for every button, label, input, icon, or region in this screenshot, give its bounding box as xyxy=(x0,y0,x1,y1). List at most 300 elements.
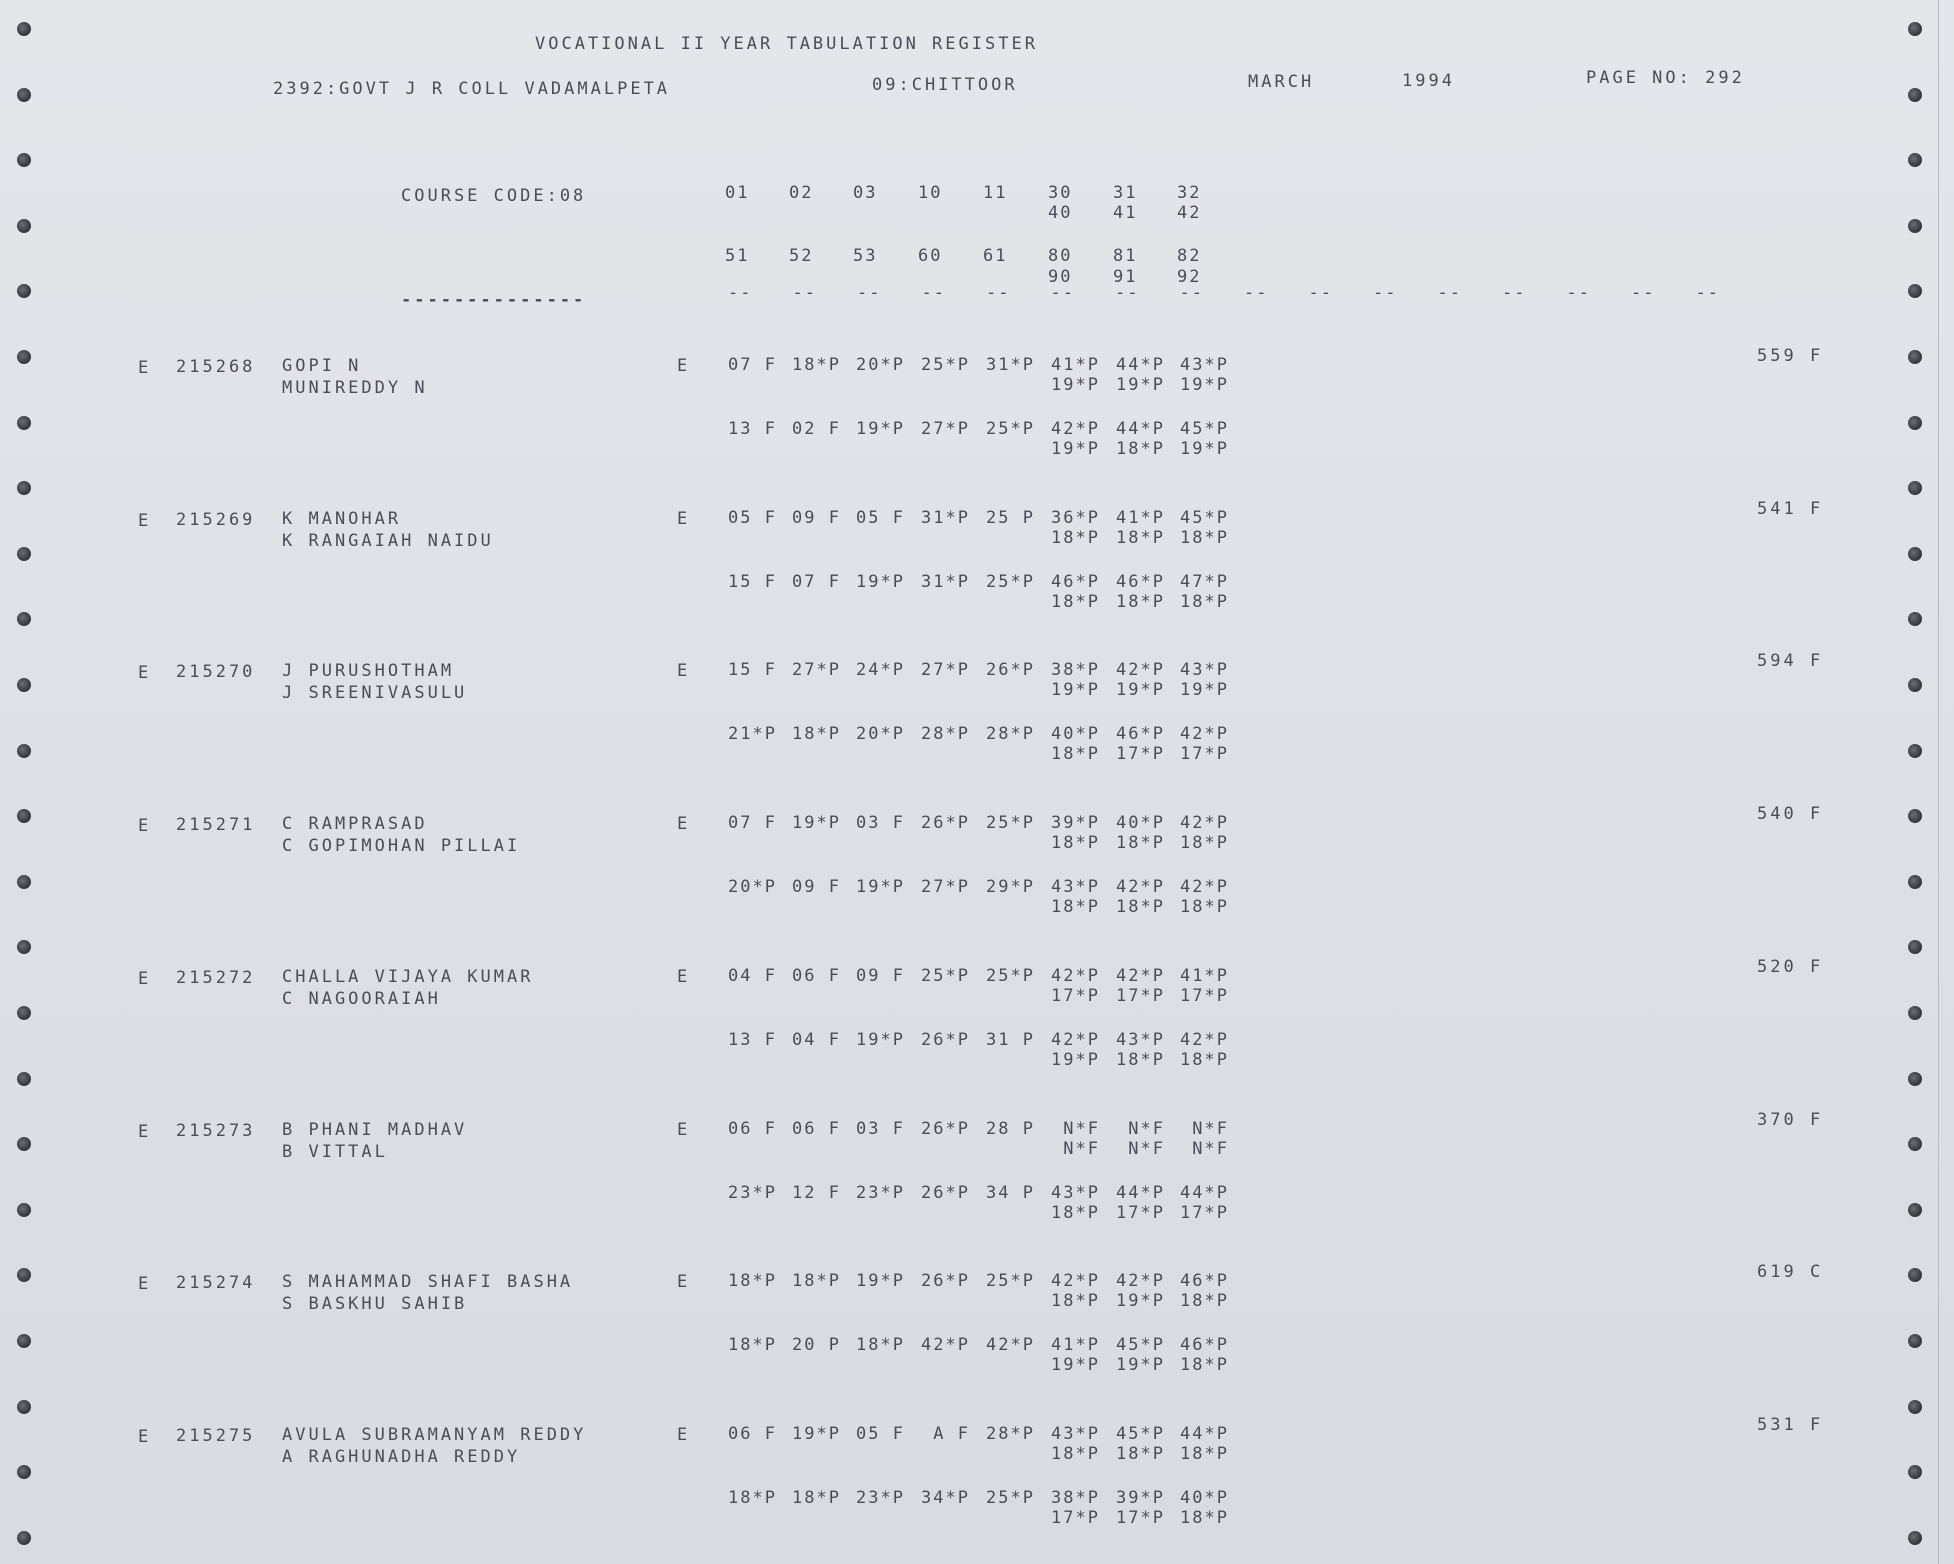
total-marks: 559 xyxy=(1757,346,1797,366)
subject-mark: 18*P xyxy=(1180,1443,1229,1464)
subject-code: 41 xyxy=(1113,203,1138,223)
subject-mark: 05 F xyxy=(856,1423,905,1444)
feed-hole xyxy=(17,1072,31,1086)
subject-mark: 20*P xyxy=(856,724,905,745)
subject-mark: 19*P xyxy=(856,571,905,592)
student-name: J PURUSHOTHAM xyxy=(282,661,455,682)
subject-code: 91 xyxy=(1113,267,1138,287)
subject-mark: 28 P xyxy=(986,1118,1035,1139)
subject-mark: 19*P xyxy=(1180,680,1229,701)
subject-mark: 18*P xyxy=(1180,897,1229,918)
subject-mark: N*F xyxy=(1128,1118,1165,1139)
column-separator-dash: -- xyxy=(792,283,817,303)
subject-mark: 06 F xyxy=(728,1423,777,1444)
subject-mark: 05 F xyxy=(728,507,777,528)
student-name: CHALLA VIJAYA KUMAR xyxy=(282,966,534,987)
feed-hole xyxy=(1908,284,1922,298)
subject-mark: 28*P xyxy=(986,1423,1035,1444)
subject-code: 61 xyxy=(983,246,1008,266)
feed-hole xyxy=(1908,219,1922,233)
subject-mark: 26*P xyxy=(921,813,970,834)
medium-code: E xyxy=(677,508,691,529)
subject-mark: 34 P xyxy=(986,1182,1035,1203)
result-code: F xyxy=(1810,1109,1824,1130)
subject-mark: 44*P xyxy=(1180,1423,1229,1444)
subject-mark: 42*P xyxy=(1180,813,1229,834)
subject-code: 90 xyxy=(1048,267,1073,287)
subject-mark: 43*P xyxy=(1180,355,1229,375)
feed-hole xyxy=(1908,1006,1922,1020)
subject-mark: 06 F xyxy=(792,965,841,986)
feed-hole xyxy=(1908,809,1922,823)
subject-code: 92 xyxy=(1177,267,1202,287)
feed-hole xyxy=(17,22,31,36)
subject-mark: 07 F xyxy=(728,355,777,375)
column-separator-dash: -- xyxy=(1631,283,1656,303)
feed-hole xyxy=(17,1400,31,1414)
subject-mark: 19*P xyxy=(1051,1355,1100,1376)
feed-hole xyxy=(1908,1400,1922,1414)
subject-mark: 25*P xyxy=(986,1271,1035,1292)
result-code: F xyxy=(1810,804,1824,825)
subject-mark: 38*P xyxy=(1051,1487,1100,1508)
column-separator-dash: -- xyxy=(857,283,882,303)
subject-mark: 40*P xyxy=(1180,1487,1229,1508)
subject-mark: 18*P xyxy=(792,724,841,745)
subject-mark: 45*P xyxy=(1116,1335,1165,1356)
feed-hole xyxy=(1908,1137,1922,1151)
feed-hole xyxy=(17,153,31,167)
subject-mark: 18*P xyxy=(728,1487,777,1508)
feed-hole xyxy=(1908,416,1922,430)
parent-name: C GOPIMOHAN PILLAI xyxy=(282,836,521,857)
feed-hole xyxy=(17,940,31,954)
subject-mark: 46*P xyxy=(1180,1271,1229,1292)
course-code: COURSE CODE:08 xyxy=(401,186,587,206)
subject-mark: 12 F xyxy=(792,1182,841,1203)
subject-mark: 18*P xyxy=(792,355,841,375)
subject-code: 52 xyxy=(789,246,814,266)
column-separator-dash: -- xyxy=(1695,283,1720,303)
subject-mark: N*F xyxy=(1063,1138,1100,1159)
subject-mark: 40*P xyxy=(1116,813,1165,834)
subject-mark: 25*P xyxy=(986,571,1035,592)
subject-mark: 18*P xyxy=(1180,1049,1229,1070)
subject-mark: 41*P xyxy=(1116,507,1165,528)
subject-mark: 39*P xyxy=(1051,813,1100,834)
subject-mark: 19*P xyxy=(1116,1355,1165,1376)
subject-code: 53 xyxy=(853,246,878,266)
subject-mark: 18*P xyxy=(1051,897,1100,918)
exam-month: MARCH xyxy=(1248,72,1315,92)
subject-mark: 28*P xyxy=(921,724,970,745)
medium-code: E xyxy=(677,661,691,682)
subject-mark: 04 F xyxy=(792,1029,841,1050)
subject-mark: 43*P xyxy=(1051,877,1100,898)
parent-name: MUNIREDDY N xyxy=(282,378,428,398)
subject-mark: 06 F xyxy=(728,1118,777,1139)
result-code: F xyxy=(1810,346,1824,366)
column-separator-dash: -- xyxy=(921,283,946,303)
feed-hole xyxy=(1908,875,1922,889)
total-marks: 541 xyxy=(1757,498,1797,519)
subject-code: 02 xyxy=(789,183,814,203)
subject-mark: 44*P xyxy=(1116,1182,1165,1203)
parent-name: A RAGHUNADHA REDDY xyxy=(282,1446,521,1467)
subject-mark: 04 F xyxy=(728,965,777,986)
subject-mark: 39*P xyxy=(1116,1487,1165,1508)
subject-code: 80 xyxy=(1048,246,1073,266)
roll-number: 215273 xyxy=(176,1120,256,1141)
subject-mark: 18*P xyxy=(1051,833,1100,854)
subject-mark: 42*P xyxy=(1180,877,1229,898)
column-separator-dash: -- xyxy=(728,283,753,303)
subject-code: 81 xyxy=(1113,246,1138,266)
course-underline: -------------- xyxy=(401,290,587,310)
feed-hole xyxy=(17,547,31,561)
result-code: F xyxy=(1810,956,1824,977)
column-separator-dash: -- xyxy=(1244,283,1269,303)
subject-code: 82 xyxy=(1177,246,1202,266)
subject-mark: 19*P xyxy=(1051,439,1100,459)
subject-mark: 18*P xyxy=(1180,591,1229,612)
parent-name: J SREENIVASULU xyxy=(282,683,468,704)
subject-mark: 19*P xyxy=(856,1029,905,1050)
subject-mark: 17*P xyxy=(1180,985,1229,1006)
subject-mark: 38*P xyxy=(1051,660,1100,681)
entry-flag: E xyxy=(138,968,152,989)
subject-mark: 18*P xyxy=(1180,1355,1229,1376)
feed-hole xyxy=(1908,1465,1922,1479)
subject-mark: 18*P xyxy=(1116,527,1165,548)
subject-mark: 43*P xyxy=(1180,660,1229,681)
subject-mark: 03 F xyxy=(856,813,905,834)
feed-hole xyxy=(17,1137,31,1151)
roll-number: 215268 xyxy=(176,357,256,377)
subject-mark: 42*P xyxy=(1180,724,1229,745)
subject-mark: 17*P xyxy=(1180,744,1229,765)
subject-mark: 47*P xyxy=(1180,571,1229,592)
subject-mark: 46*P xyxy=(1116,571,1165,592)
subject-mark: 18*P xyxy=(1116,591,1165,612)
column-separator-dash: -- xyxy=(1502,283,1527,303)
subject-mark: 19*P xyxy=(856,1271,905,1292)
entry-flag: E xyxy=(138,1121,152,1142)
subject-mark: 18*P xyxy=(1180,527,1229,548)
column-separator-dash: -- xyxy=(1373,283,1398,303)
medium-code: E xyxy=(677,1272,691,1293)
subject-mark: 25*P xyxy=(986,965,1035,986)
subject-mark: 45*P xyxy=(1116,1423,1165,1444)
subject-mark: 03 F xyxy=(856,1118,905,1139)
feed-hole xyxy=(17,481,31,495)
register-title: VOCATIONAL II YEAR TABULATION REGISTER xyxy=(535,34,1038,54)
subject-mark: 42*P xyxy=(1116,1271,1165,1292)
subject-mark: 07 F xyxy=(792,571,841,592)
result-code: C xyxy=(1810,1262,1824,1283)
subject-mark: 20*P xyxy=(856,355,905,375)
subject-mark: 46*P xyxy=(1116,724,1165,745)
subject-mark: 31 P xyxy=(986,1029,1035,1050)
subject-mark: 19*P xyxy=(1180,375,1229,395)
feed-hole xyxy=(1908,350,1922,364)
subject-mark: 42*P xyxy=(1051,419,1100,439)
feed-hole xyxy=(1908,1203,1922,1217)
feed-hole xyxy=(17,678,31,692)
subject-mark: 42*P xyxy=(986,1335,1035,1356)
subject-mark: 18*P xyxy=(1180,833,1229,854)
subject-mark: 25*P xyxy=(986,813,1035,834)
subject-mark: 31*P xyxy=(921,507,970,528)
subject-mark: 09 F xyxy=(792,877,841,898)
subject-mark: 42*P xyxy=(1180,1029,1229,1050)
subject-mark: 42*P xyxy=(1116,660,1165,681)
subject-mark: 23*P xyxy=(856,1182,905,1203)
subject-mark: 43*P xyxy=(1051,1182,1100,1203)
feed-hole xyxy=(17,875,31,889)
subject-mark: 19*P xyxy=(792,813,841,834)
subject-mark: 18*P xyxy=(1116,897,1165,918)
total-marks: 619 xyxy=(1757,1262,1797,1283)
feed-hole xyxy=(1908,1072,1922,1086)
subject-mark: A F xyxy=(933,1423,970,1444)
feed-hole xyxy=(17,416,31,430)
subject-mark: 18*P xyxy=(1180,1507,1229,1528)
feed-hole xyxy=(17,1334,31,1348)
medium-code: E xyxy=(677,814,691,835)
subject-mark: 15 F xyxy=(728,660,777,681)
subject-mark: 26*P xyxy=(921,1029,970,1050)
total-marks: 370 xyxy=(1757,1109,1797,1130)
feed-hole xyxy=(17,88,31,102)
total-marks: 520 xyxy=(1757,956,1797,977)
column-separator-dash: -- xyxy=(1115,283,1140,303)
subject-mark: 42*P xyxy=(921,1335,970,1356)
subject-mark: 25*P xyxy=(986,1487,1035,1508)
subject-mark: 19*P xyxy=(1051,680,1100,701)
subject-mark: 26*P xyxy=(921,1271,970,1292)
feed-hole xyxy=(1908,1334,1922,1348)
feed-hole xyxy=(1908,22,1922,36)
subject-mark: 29*P xyxy=(986,877,1035,898)
feed-hole xyxy=(17,612,31,626)
roll-number: 215269 xyxy=(176,509,256,530)
subject-mark: 18*P xyxy=(1051,1202,1100,1223)
entry-flag: E xyxy=(138,510,152,531)
subject-mark: 07 F xyxy=(728,813,777,834)
subject-mark: 46*P xyxy=(1180,1335,1229,1356)
subject-mark: N*F xyxy=(1063,1118,1100,1139)
subject-mark: 28*P xyxy=(986,724,1035,745)
subject-mark: 18*P xyxy=(1051,1291,1100,1312)
column-separator-dash: -- xyxy=(1437,283,1462,303)
student-name: S MAHAMMAD SHAFI BASHA xyxy=(282,1272,574,1293)
subject-code: 03 xyxy=(853,183,878,203)
medium-code: E xyxy=(677,1119,691,1140)
subject-mark: 19*P xyxy=(1180,439,1229,459)
feed-hole xyxy=(17,1531,31,1545)
roll-number: 215274 xyxy=(176,1273,256,1294)
result-code: F xyxy=(1810,651,1824,672)
feed-hole xyxy=(1908,940,1922,954)
subject-mark: 45*P xyxy=(1180,419,1229,439)
subject-mark: 17*P xyxy=(1116,985,1165,1006)
subject-mark: 20*P xyxy=(728,877,777,898)
column-separator-dash: -- xyxy=(1179,283,1204,303)
subject-mark: 41*P xyxy=(1051,355,1100,375)
subject-mark: 42*P xyxy=(1051,965,1100,986)
parent-name: S BASKHU SAHIB xyxy=(282,1294,468,1315)
subject-mark: 15 F xyxy=(728,571,777,592)
subject-mark: 13 F xyxy=(728,1029,777,1050)
subject-mark: 44*P xyxy=(1116,355,1165,375)
district-name: 09:CHITTOOR xyxy=(872,75,1018,95)
roll-number: 215272 xyxy=(176,967,256,988)
medium-code: E xyxy=(677,1424,691,1445)
subject-mark: 25*P xyxy=(921,355,970,375)
subject-mark: 23*P xyxy=(728,1182,777,1203)
exam-year: 1994 xyxy=(1402,71,1455,91)
subject-mark: 17*P xyxy=(1116,1202,1165,1223)
subject-code: 01 xyxy=(725,183,750,203)
subject-mark: 43*P xyxy=(1116,1029,1165,1050)
subject-mark: 19*P xyxy=(1116,375,1165,395)
subject-mark: 43*P xyxy=(1051,1423,1100,1444)
subject-mark: 19*P xyxy=(1051,375,1100,395)
subject-mark: 40*P xyxy=(1051,724,1100,745)
subject-mark: 18*P xyxy=(1116,833,1165,854)
feed-hole xyxy=(17,1203,31,1217)
feed-hole xyxy=(1908,153,1922,167)
subject-mark: 26*P xyxy=(986,660,1035,681)
student-name: K MANOHAR xyxy=(282,508,402,529)
subject-mark: 18*P xyxy=(856,1335,905,1356)
feed-hole xyxy=(1908,1268,1922,1282)
subject-mark: 18*P xyxy=(792,1487,841,1508)
subject-mark: 19*P xyxy=(1116,680,1165,701)
column-separator-dash: -- xyxy=(986,283,1011,303)
subject-code: 42 xyxy=(1177,203,1202,223)
subject-mark: 18*P xyxy=(1051,744,1100,765)
subject-mark: 41*P xyxy=(1180,965,1229,986)
entry-flag: E xyxy=(138,358,152,378)
subject-mark: 06 F xyxy=(792,1118,841,1139)
subject-mark: 09 F xyxy=(792,507,841,528)
subject-code: 11 xyxy=(983,183,1008,203)
subject-mark: 27*P xyxy=(921,877,970,898)
medium-code: E xyxy=(677,356,691,376)
student-name: C RAMPRASAD xyxy=(282,814,428,835)
feed-hole xyxy=(17,809,31,823)
student-name: AVULA SUBRAMANYAM REDDY xyxy=(282,1424,587,1445)
feed-hole xyxy=(1908,1531,1922,1545)
subject-code: 51 xyxy=(725,246,750,266)
total-marks: 594 xyxy=(1757,651,1797,672)
subject-mark: 26*P xyxy=(921,1182,970,1203)
subject-mark: 42*P xyxy=(1116,877,1165,898)
subject-mark: 17*P xyxy=(1116,1507,1165,1528)
column-separator-dash: -- xyxy=(1050,283,1075,303)
subject-mark: 17*P xyxy=(1180,1202,1229,1223)
subject-mark: 24*P xyxy=(856,660,905,681)
subject-mark: 34*P xyxy=(921,1487,970,1508)
subject-mark: 45*P xyxy=(1180,507,1229,528)
subject-mark: 42*P xyxy=(1051,1029,1100,1050)
subject-mark: 02 F xyxy=(792,419,841,439)
parent-name: C NAGOORAIAH xyxy=(282,988,441,1009)
subject-mark: 17*P xyxy=(1051,1507,1100,1528)
subject-mark: 09 F xyxy=(856,965,905,986)
subject-mark: 31*P xyxy=(921,571,970,592)
entry-flag: E xyxy=(138,816,152,837)
subject-mark: 18*P xyxy=(1116,1049,1165,1070)
feed-hole xyxy=(1908,678,1922,692)
subject-mark: N*F xyxy=(1192,1138,1229,1159)
column-separator-dash: -- xyxy=(1566,283,1591,303)
subject-mark: 36*P xyxy=(1051,507,1100,528)
subject-mark: 18*P xyxy=(1180,1291,1229,1312)
total-marks: 540 xyxy=(1757,804,1797,825)
feed-hole xyxy=(17,1465,31,1479)
subject-code: 31 xyxy=(1113,183,1138,203)
subject-mark: 19*P xyxy=(792,1423,841,1444)
subject-mark: 27*P xyxy=(921,419,970,439)
feed-hole xyxy=(1908,612,1922,626)
entry-flag: E xyxy=(138,1274,152,1295)
subject-mark: 17*P xyxy=(1116,744,1165,765)
subject-code: 40 xyxy=(1048,203,1073,223)
feed-hole xyxy=(1908,547,1922,561)
entry-flag: E xyxy=(138,663,152,684)
subject-mark: 31*P xyxy=(986,355,1035,375)
subject-mark: 18*P xyxy=(1051,527,1100,548)
entry-flag: E xyxy=(138,1426,152,1447)
feed-hole xyxy=(17,1268,31,1282)
subject-mark: 25*P xyxy=(921,965,970,986)
subject-mark: 05 F xyxy=(856,507,905,528)
subject-mark: 41*P xyxy=(1051,1335,1100,1356)
subject-mark: 18*P xyxy=(1116,439,1165,459)
student-name: GOPI N xyxy=(282,356,362,376)
result-code: F xyxy=(1810,1414,1824,1435)
roll-number: 215270 xyxy=(176,662,256,683)
subject-mark: 19*P xyxy=(1116,1291,1165,1312)
subject-mark: 18*P xyxy=(728,1335,777,1356)
parent-name: K RANGAIAH NAIDU xyxy=(282,530,494,551)
subject-mark: 18*P xyxy=(1051,1443,1100,1464)
feed-hole xyxy=(1908,88,1922,102)
student-name: B PHANI MADHAV xyxy=(282,1119,468,1140)
result-code: F xyxy=(1810,498,1824,519)
feed-hole xyxy=(17,1006,31,1020)
subject-code: 10 xyxy=(918,183,943,203)
subject-mark: 46*P xyxy=(1051,571,1100,592)
page-number: PAGE NO: 292 xyxy=(1586,68,1745,88)
roll-number: 215271 xyxy=(176,815,256,836)
subject-code: 60 xyxy=(918,246,943,266)
subject-mark: 18*P xyxy=(1051,591,1100,612)
subject-mark: 42*P xyxy=(1116,965,1165,986)
feed-hole xyxy=(17,284,31,298)
perforation-edge xyxy=(1938,0,1939,1564)
subject-mark: 27*P xyxy=(792,660,841,681)
feed-hole xyxy=(1908,744,1922,758)
subject-mark: 44*P xyxy=(1180,1182,1229,1203)
subject-mark: 19*P xyxy=(856,877,905,898)
subject-mark: 27*P xyxy=(921,660,970,681)
subject-mark: 21*P xyxy=(728,724,777,745)
subject-code: 30 xyxy=(1048,183,1073,203)
